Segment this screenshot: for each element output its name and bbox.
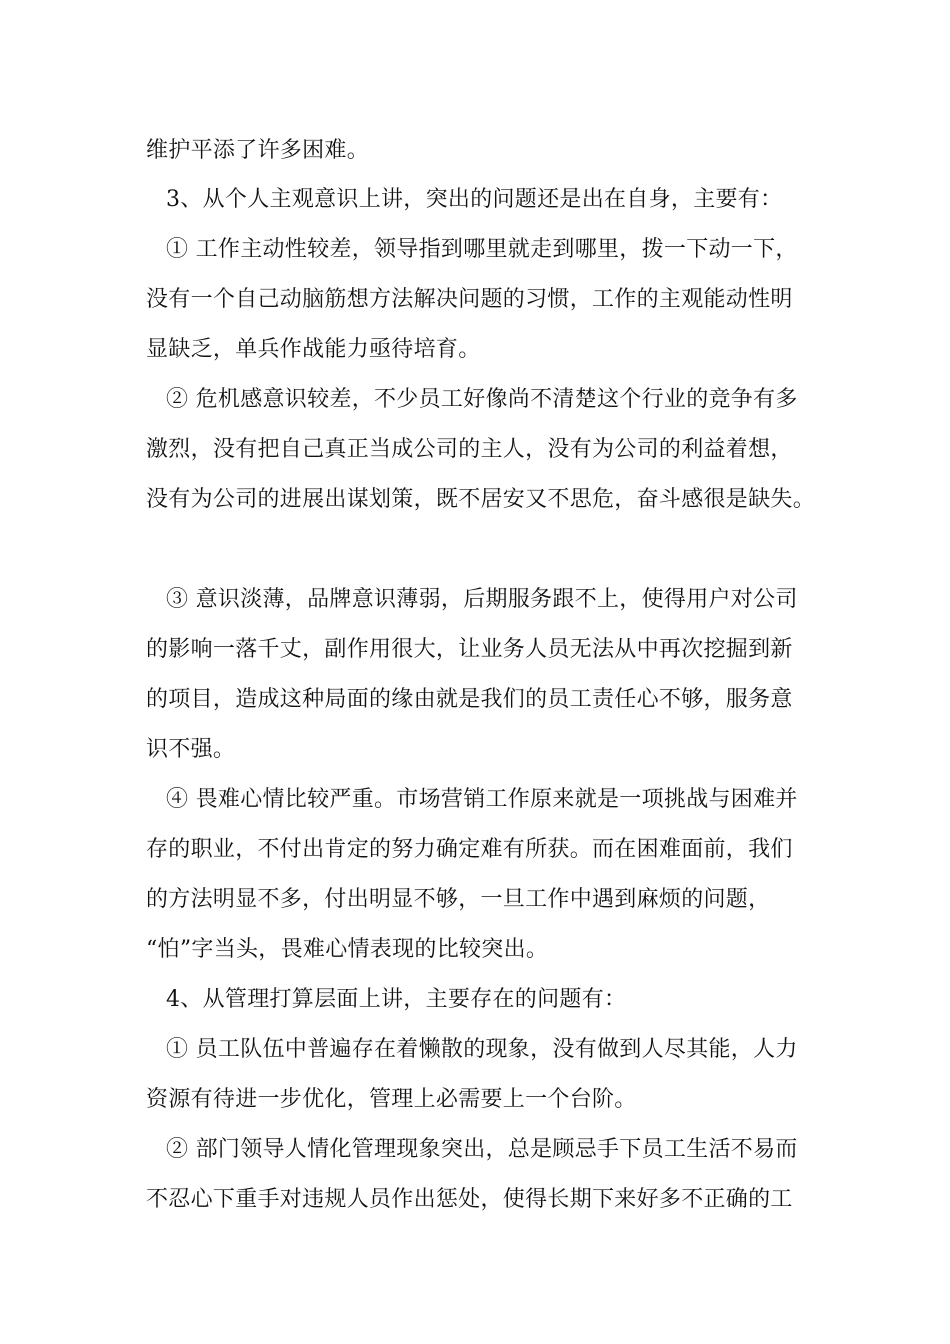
text-line: ① 员工队伍中普遍存在着懒散的现象，没有做到人尽其能，人力 xyxy=(166,1037,798,1062)
text-line: 激烈，没有把自己真正当成公司的主人，没有为公司的利益着想， xyxy=(146,437,793,462)
text-line: 资源有待进一步优化，管理上必需要上一个台阶。 xyxy=(146,1087,637,1112)
text-line: “怕”字当头，畏难心情表现的比较突出。 xyxy=(146,937,549,962)
text-line: 显缺乏，单兵作战能力亟待培育。 xyxy=(146,337,481,362)
text-line: 不忍心下重手对违规人员作出惩处，使得长期下来好多不正确的工 xyxy=(146,1187,793,1212)
text-line: 3、从个人主观意识上讲，突出的问题还是出在自身，主要有： xyxy=(166,187,783,212)
text-line: 存的职业，不付出肯定的努力确定难有所获。而在困难面前，我们 xyxy=(146,837,793,862)
text-line: 没有一个自己动脑筋想方法解决问题的习惯，工作的主观能动性明 xyxy=(146,287,793,312)
text-line: 识不强。 xyxy=(146,737,236,762)
text-line: ② 危机感意识较差，不少员工好像尚不清楚这个行业的竞争有多 xyxy=(166,387,798,412)
text-line: 的项目，造成这种局面的缘由就是我们的员工责任心不够，服务意 xyxy=(146,687,793,712)
text-line: ② 部门领导人情化管理现象突出，总是顾忌手下员工生活不易而 xyxy=(166,1137,798,1162)
text-line: ④ 畏难心情比较严重。市场营销工作原来就是一项挑战与困难并 xyxy=(166,787,798,812)
text-line: 维护平添了许多困难。 xyxy=(146,138,370,163)
text-line: 的影响一落千丈，副作用很大，让业务人员无法从中再次挖掘到新 xyxy=(146,637,793,662)
text-line: ① 工作主动性较差，领导指到哪里就走到哪里，拨一下动一下， xyxy=(166,237,798,262)
text-line: 没有为公司的进展出谋划策，既不居安又不思危，奋斗感很是缺失。 xyxy=(146,487,816,512)
text-line: 4、从管理打算层面上讲，主要存在的问题有： xyxy=(166,987,627,1012)
text-line: 的方法明显不多，付出明显不够，一旦工作中遇到麻烦的问题， xyxy=(146,887,771,912)
text-line: ③ 意识淡薄，品牌意识薄弱，后期服务跟不上，使得用户对公司 xyxy=(166,587,798,612)
